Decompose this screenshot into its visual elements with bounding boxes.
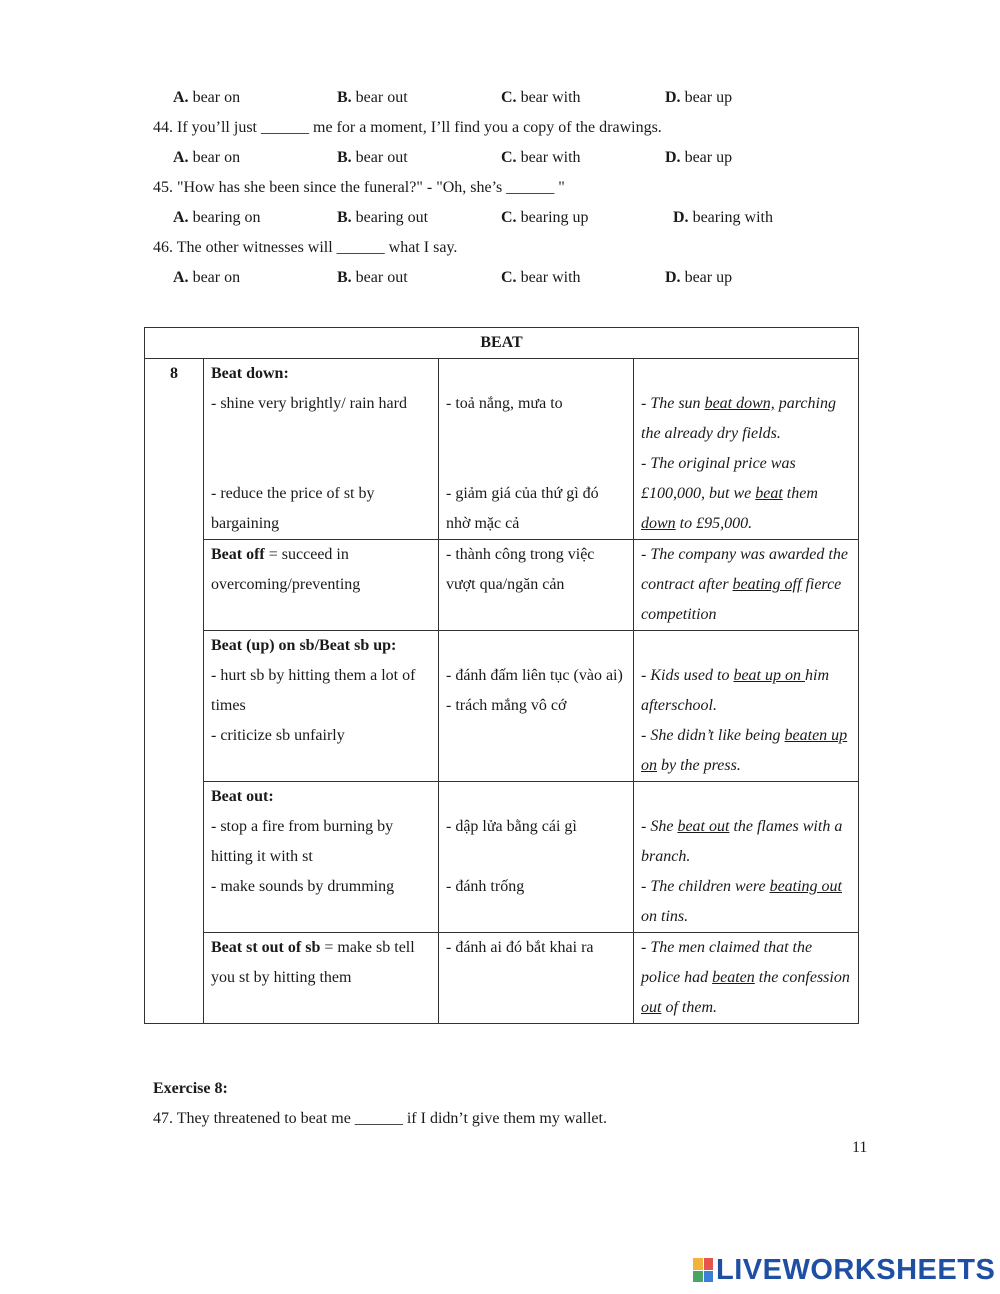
page-number: 11 — [852, 1139, 868, 1156]
beat-up-on-definition: Beat (up) on sb/Beat sb up: - hurt sb by hitting them a lot of times - criticize sb unfairly — [204, 631, 439, 782]
table-row — [145, 540, 859, 631]
section-number: 8 — [145, 359, 204, 1024]
q43-option-a[interactable]: A. bear on — [173, 89, 241, 106]
beat-off-example: - The company was awarded the contract after beating off fierce competition — [634, 540, 859, 631]
q46-option-c[interactable]: C. bear with — [501, 269, 581, 286]
liveworksheets-logo — [693, 1254, 995, 1286]
beat-phrasal-verbs-table — [144, 327, 859, 1024]
q47-text: 47. They threatened to beat me ______ if I didn’t give them my wallet. — [153, 1110, 607, 1127]
exercise-title: Exercise 8: — [153, 1080, 228, 1097]
q45-option-c[interactable]: C. bearing up — [501, 209, 589, 226]
table-row — [145, 782, 859, 933]
beat-st-out-of-sb-vietnamese: - đánh ai đó bắt khai ra — [439, 933, 634, 1024]
q46-option-d[interactable]: D. bear up — [665, 269, 733, 286]
q43-option-d[interactable]: D. bear up — [665, 89, 733, 106]
q46-text: 46. The other witnesses will ______ what I say. — [153, 239, 458, 256]
q45-option-d[interactable]: D. bearing with — [673, 209, 773, 226]
q44-option-b[interactable]: B. bear out — [337, 149, 408, 166]
table-row — [145, 359, 859, 540]
q45-text: 45. "How has she been since the funeral?" - "Oh, she’s ______ " — [153, 179, 565, 196]
q45-option-a[interactable]: A. bearing on — [173, 209, 261, 226]
beat-down-vietnamese: - toả nắng, mưa to - giảm giá của thứ gì đó nhờ mặc cả — [439, 359, 634, 540]
beat-out-example: - She beat out the flames with a branch. - The children were beating out on tins. — [634, 782, 859, 933]
beat-off-vietnamese: - thành công trong việc vượt qua/ngăn cản — [439, 540, 634, 631]
table-row — [145, 631, 859, 782]
q44-option-a[interactable]: A. bear on — [173, 149, 241, 166]
beat-out-definition: Beat out: - stop a fire from burning by hitting it with st - make sounds by drumming — [204, 782, 439, 933]
table-title: BEAT — [145, 328, 859, 359]
beat-out-vietnamese: - dập lửa bằng cái gì - đánh trống — [439, 782, 634, 933]
q46-option-b[interactable]: B. bear out — [337, 269, 408, 286]
liveworksheets-wordmark: LIVEWORKSHEETS — [716, 1253, 996, 1286]
q44-option-c[interactable]: C. bear with — [501, 149, 581, 166]
beat-up-on-vietnamese: - đánh đấm liên tục (vào ai) - trách mắng vô cớ — [439, 631, 634, 782]
q44-text: 44. If you’ll just ______ me for a moment, I’ll find you a copy of the drawings. — [153, 119, 662, 136]
beat-st-out-of-sb-definition: Beat st out of sb = make sb tell you st by hitting them — [204, 933, 439, 1024]
beat-down-definition: Beat down: - shine very brightly/ rain hard - reduce the price of st by bargaining — [204, 359, 439, 540]
liveworksheets-logo-icon — [693, 1258, 713, 1282]
q46-option-a[interactable]: A. bear on — [173, 269, 241, 286]
q43-option-c[interactable]: C. bear with — [501, 89, 581, 106]
beat-down-example: - The sun beat down, parching the already dry fields. - The original price was £100,000, but we beat them down to £95,000. — [634, 359, 859, 540]
table-header-row — [145, 328, 859, 359]
q45-option-b[interactable]: B. bearing out — [337, 209, 429, 226]
beat-st-out-of-sb-example: - The men claimed that the police had beaten the confession out of them. — [634, 933, 859, 1024]
q43-option-b[interactable]: B. bear out — [337, 89, 408, 106]
beat-off-definition: Beat off = succeed in overcoming/preventing — [204, 540, 439, 631]
beat-up-on-example: - Kids used to beat up on him afterschool. - She didn’t like being beaten up on by the press. — [634, 631, 859, 782]
table-row — [145, 933, 859, 1024]
q44-option-d[interactable]: D. bear up — [665, 149, 733, 166]
